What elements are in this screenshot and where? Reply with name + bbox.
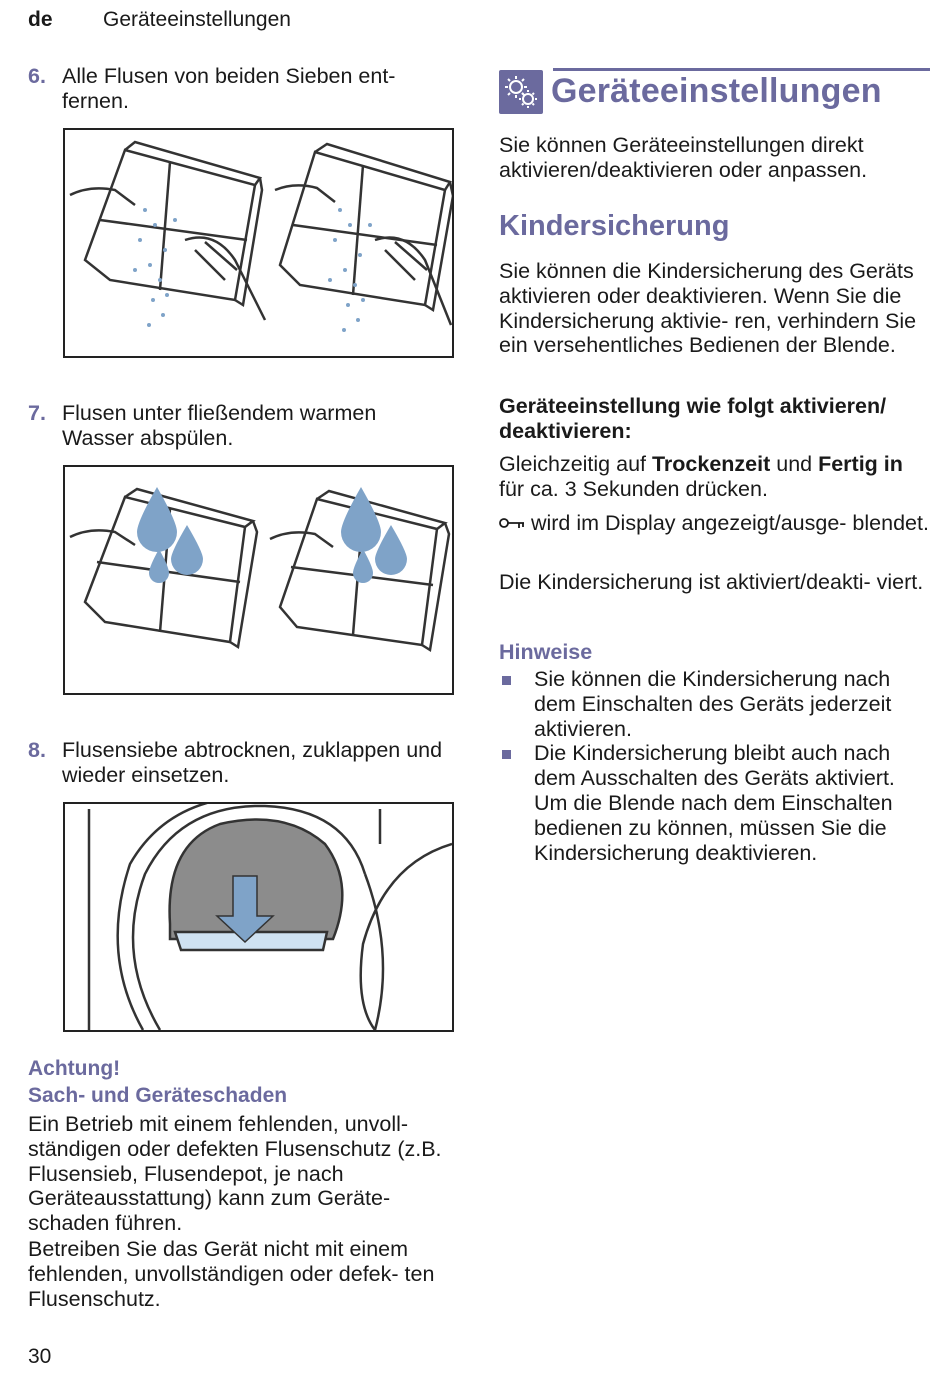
step-text: Flusen unter fließendem warmen Wasser abspülen. [62, 401, 377, 450]
step-8 [28, 738, 458, 788]
key-icon [499, 516, 525, 530]
step-text: Alle Flusen von beiden Sieben ent- fernen. [62, 64, 396, 113]
figure-remove-lint [63, 128, 454, 358]
bullet-square [502, 676, 511, 685]
lint-particles [133, 208, 372, 332]
step-number: 8. [28, 738, 46, 762]
instruction-part: Gleichzeitig auf [499, 452, 652, 476]
how-to-heading: Geräteeinstellung wie folgt aktivieren/ deaktivieren: [499, 394, 887, 443]
step-text: Flusensiebe abtrocknen, zuklappen und wieder einsetzen. [62, 738, 443, 787]
button-name-finish-in: Fertig in [818, 452, 903, 476]
list-item [499, 741, 919, 865]
button-name-dry-time: Trockenzeit [651, 452, 771, 476]
warning-subtitle: Sach- und Geräteschaden [28, 1084, 288, 1107]
bullet-square [502, 750, 511, 759]
list-item [499, 667, 919, 741]
display-indicator-text [499, 511, 929, 536]
step-7 [28, 401, 458, 451]
instruction-text [499, 452, 929, 502]
notes-list [499, 667, 919, 865]
step-number: 6. [28, 64, 46, 88]
lint-filter-illustration [65, 130, 452, 356]
title-rule [553, 68, 930, 71]
warning-text-1: Ein Betrieb mit einem fehlenden, unvoll- ständigen oder defekten Flusenschutz (z.B. Flusensieb, Flusendepot, je nach Geräteausstattung) kann zum Geräte- schaden führen. [28, 1112, 442, 1236]
insert-filter-illustration [65, 804, 452, 1030]
result-text: Die Kindersicherung ist aktiviert/deakti- viert. [499, 570, 924, 594]
child-lock-description: Sie können die Kindersicherung des Geräts aktivieren oder deaktivieren. Wenn Sie die Kindersicherung aktivie- ren, verhindern Sie ein versehentliches Bedienen der Blende. [499, 259, 917, 358]
running-header-title: Geräteeinstellungen [103, 8, 291, 31]
instruction-part: für ca. 3 Sekunden drücken. [499, 476, 768, 501]
rinse-filter-illustration [65, 467, 452, 693]
instruction-part: und [770, 452, 819, 476]
notes-heading: Hinweise [499, 640, 593, 664]
warning-text-2: Betreiben Sie das Gerät nicht mit einem fehlenden, unvollständigen oder defek- ten Flusenschutz. [28, 1237, 435, 1311]
display-text: wird im Display angezeigt/ausge- blendet. [525, 511, 929, 535]
section-title: Geräteeinstellungen [551, 72, 882, 110]
figure-insert-filter [63, 802, 454, 1032]
step-6 [28, 64, 458, 114]
note-text: Sie können die Kindersicherung nach dem Einschalten des Geräts jederzeit aktivieren. [534, 667, 892, 741]
warning-title: Achtung! [28, 1057, 121, 1080]
section-intro: Sie können Geräteeinstellungen direkt aktivieren/deaktivieren oder anpassen. [499, 133, 868, 182]
child-lock-heading: Kindersicherung [499, 210, 730, 242]
step-number: 7. [28, 401, 46, 425]
figure-rinse-filter [63, 465, 454, 695]
note-text: Die Kindersicherung bleibt auch nach dem Ausschalten des Geräts aktiviert. Um die Blende nach dem Einschalten bedienen zu können, müssen Sie die Kindersicherung deaktivieren. [534, 741, 895, 865]
page-number: 30 [28, 1345, 52, 1368]
settings-gear-icon [499, 70, 543, 114]
language-code: de [28, 8, 53, 31]
